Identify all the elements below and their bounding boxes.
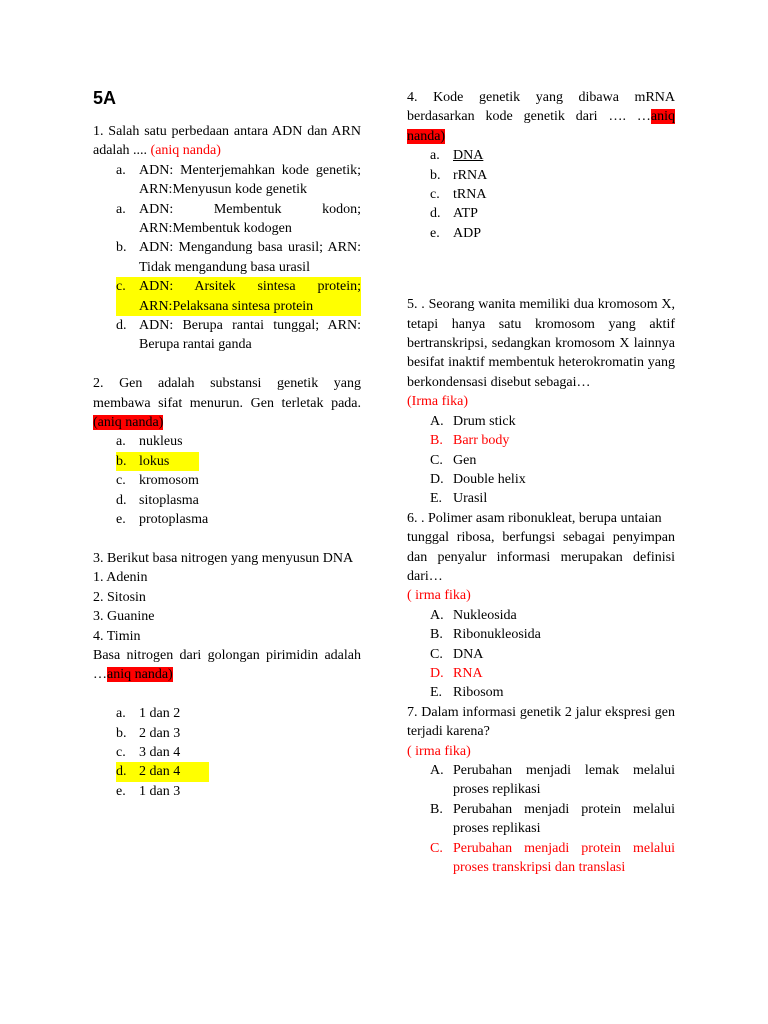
question-1-text: 1. Salah satu perbedaan antara ADN dan ARN adalah ....	[93, 124, 361, 159]
question-2-author: (aniq nanda)	[93, 415, 164, 431]
question-2	[93, 374, 361, 432]
question-2-text: 2. Gen adalah substansi genetik yang membawa sifat menurun. Gen terletak pada.	[93, 376, 361, 411]
q4-option-e: e. ADP	[430, 225, 482, 241]
left-column	[93, 88, 361, 801]
question-4-options	[407, 146, 675, 243]
q3-option-d-answer: d. 2 dan 4	[116, 762, 209, 781]
question-5-author: (Irma fika)	[407, 394, 469, 410]
question-3-question: Basa nitrogen dari golongan pirimidin adalah …	[93, 647, 361, 683]
q1-option-4-answer: c. ADN: Arsitek sintesa protein; ARN:Pelaksana sintesa protein	[116, 277, 361, 316]
q3-item: 3. Guanine	[93, 609, 155, 625]
q4-option-a: a. DNA	[430, 148, 484, 164]
q6-option-c: C. DNA	[430, 646, 484, 662]
question-2-options	[93, 432, 361, 529]
q5-option-e: E. Urasil	[430, 491, 488, 507]
q6-option-e: E. Ribosom	[430, 685, 504, 701]
q3-item: 1. Adenin	[93, 570, 148, 586]
question-4	[407, 88, 675, 146]
question-3-text: 3. Berikut basa nitrogen yang menyusun DNA	[93, 550, 354, 566]
q5-option-c: C. Gen	[430, 452, 477, 468]
q1-option-5: d. ADN: Berupa rantai tunggal; ARN: Berupa rantai ganda	[116, 318, 361, 353]
q2-option-c: c. kromosom	[116, 473, 199, 489]
q6-option-d-answer: D. RNA	[430, 665, 483, 681]
question-6-line2: tunggal ribosa, berfungsi sebagai penyimpan dan penyalur informasi merupakan definisi dari…	[407, 530, 675, 584]
q1-option-2: a. ADN: Membentuk kodon; ARN:Membentuk kodogen	[116, 201, 361, 237]
question-6-line1: 6. . Polimer asam ribonukleat, berupa untaian	[407, 510, 662, 526]
question-3	[93, 646, 361, 685]
question-4-text: 4. Kode genetik yang dibawa mRNA berdasarkan kode genetik dari …. …	[407, 90, 675, 125]
question-7-options	[407, 761, 675, 877]
q4-option-c: c. tRNA	[430, 187, 487, 203]
question-5-text: 5. . Seorang wanita memiliki dua kromosom X, tetapi hanya satu kromosom yang aktif bertranskripsi, sedangkan kromosom X lainnya besifat inaktif membentuk heterokromatin yang berkondensasi disebut sebagai…	[407, 297, 675, 390]
q7-option-b: B. Perubahan menjadi protein melalui proses replikasi	[430, 801, 675, 837]
q3-option-b: b. 2 dan 3	[116, 725, 181, 741]
q1-option-1: a. ADN: Menterjemahkan kode genetik; ARN:Menyusun kode genetik	[116, 162, 361, 198]
page-title: 5A	[93, 88, 117, 108]
q7-option-a: A. Perubahan menjadi lemak melalui proses replikasi	[430, 763, 675, 798]
question-5-options	[407, 412, 675, 509]
question-4-author: aniq nanda)	[407, 109, 675, 144]
question-6-options	[407, 606, 675, 703]
q2-option-a: a. nukleus	[116, 434, 183, 450]
q1-option-3: b. ADN: Mengandung basa urasil; ARN: Tidak mengandung basa urasil	[116, 240, 361, 275]
q2-option-e: e. protoplasma	[116, 512, 209, 528]
question-3-options	[93, 704, 361, 801]
question-3-author: aniq nanda)	[107, 667, 173, 683]
q3-item: 2. Sitosin	[93, 589, 146, 605]
question-7-author: ( irma fika)	[407, 743, 471, 759]
q4-option-d: d. ATP	[430, 206, 478, 222]
question-1-author: (aniq nanda)	[150, 143, 221, 159]
question-1	[93, 122, 361, 161]
question-6-author: ( irma fika)	[407, 588, 471, 604]
q5-option-b-answer: B. Barr body	[430, 433, 510, 449]
q3-option-e: e. 1 dan 3	[116, 783, 181, 799]
q5-option-a: A. Drum stick	[430, 413, 516, 429]
q3-item: 4. Timin	[93, 628, 141, 644]
q5-option-d: D. Double helix	[430, 471, 526, 487]
q6-option-a: A. Nukleosida	[430, 607, 517, 623]
right-column	[407, 88, 675, 877]
q2-option-d: d. sitoplasma	[116, 492, 199, 508]
q3-option-c: c. 3 dan 4	[116, 744, 181, 760]
q3-option-a: a. 1 dan 2	[116, 706, 181, 722]
question-1-options	[93, 161, 361, 355]
q7-option-c-answer: C. Perubahan menjadi protein melalui proses transkripsi dan translasi	[430, 840, 675, 876]
q2-option-b-answer: b. lokus	[116, 452, 199, 471]
q6-option-b: B. Ribonukleosida	[430, 627, 541, 643]
q4-option-b: b. rRNA	[430, 167, 488, 183]
question-7-text: 7. Dalam informasi genetik 2 jalur ekspresi gen terjadi karena?	[407, 704, 675, 740]
